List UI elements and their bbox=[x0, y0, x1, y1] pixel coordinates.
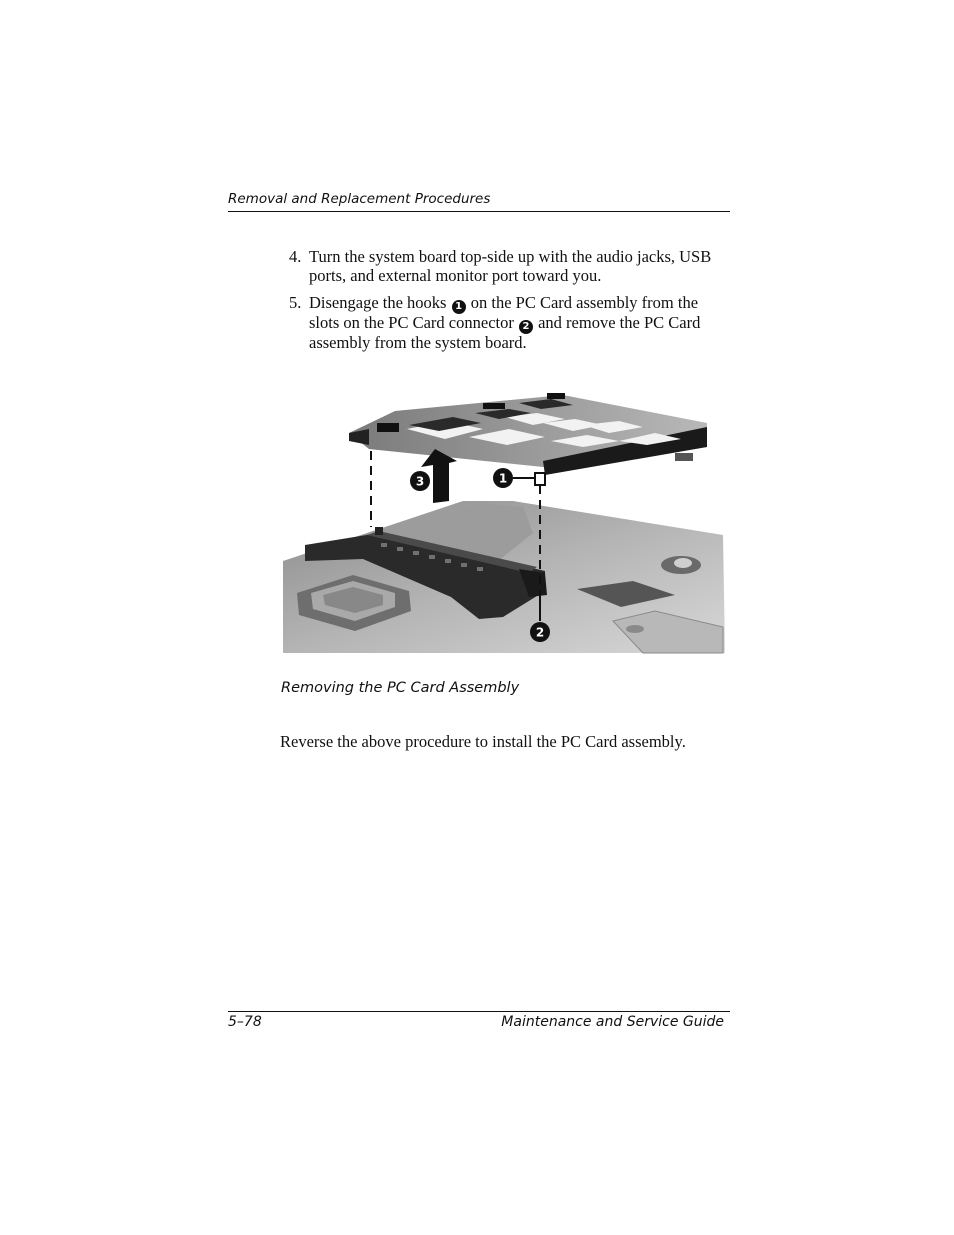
pc-card-assembly bbox=[349, 393, 707, 485]
header-rule bbox=[228, 211, 730, 212]
running-header: Removal and Replacement Procedures bbox=[228, 191, 491, 207]
page-number: 5–78 bbox=[228, 1014, 262, 1030]
step-text-part: on the PC Card assembly from the slots on the PC Card connector bbox=[309, 293, 699, 332]
callout-label: 3 bbox=[415, 474, 425, 489]
step-number: 5. bbox=[289, 293, 302, 312]
callout-1-icon bbox=[493, 468, 513, 488]
step-text-part: Disengage the hooks bbox=[309, 293, 447, 312]
step-4 bbox=[289, 248, 729, 285]
step-text bbox=[309, 294, 729, 353]
closing-text: Reverse the above procedure to install the PC Card assembly. bbox=[280, 732, 686, 751]
step-text-part: and remove the PC Card assembly from the system board. bbox=[309, 313, 701, 352]
step-text: Turn the system board top-side up with the audio jacks, USB ports, and external monitor port toward you. bbox=[309, 247, 712, 285]
pc-card-assembly-illustration bbox=[283, 383, 729, 665]
callout-1-icon: 1 bbox=[452, 300, 466, 314]
callout-3-icon bbox=[410, 471, 430, 491]
callout-label: 1 bbox=[498, 471, 508, 486]
figure-caption: Removing the PC Card Assembly bbox=[281, 680, 520, 696]
step-5 bbox=[289, 294, 729, 353]
guide-title: Maintenance and Service Guide bbox=[501, 1014, 724, 1030]
footer-rule bbox=[228, 1011, 730, 1012]
callout-2-icon: 2 bbox=[519, 320, 533, 334]
step-number: 4. bbox=[289, 247, 302, 266]
callout-label: 2 bbox=[535, 625, 545, 640]
